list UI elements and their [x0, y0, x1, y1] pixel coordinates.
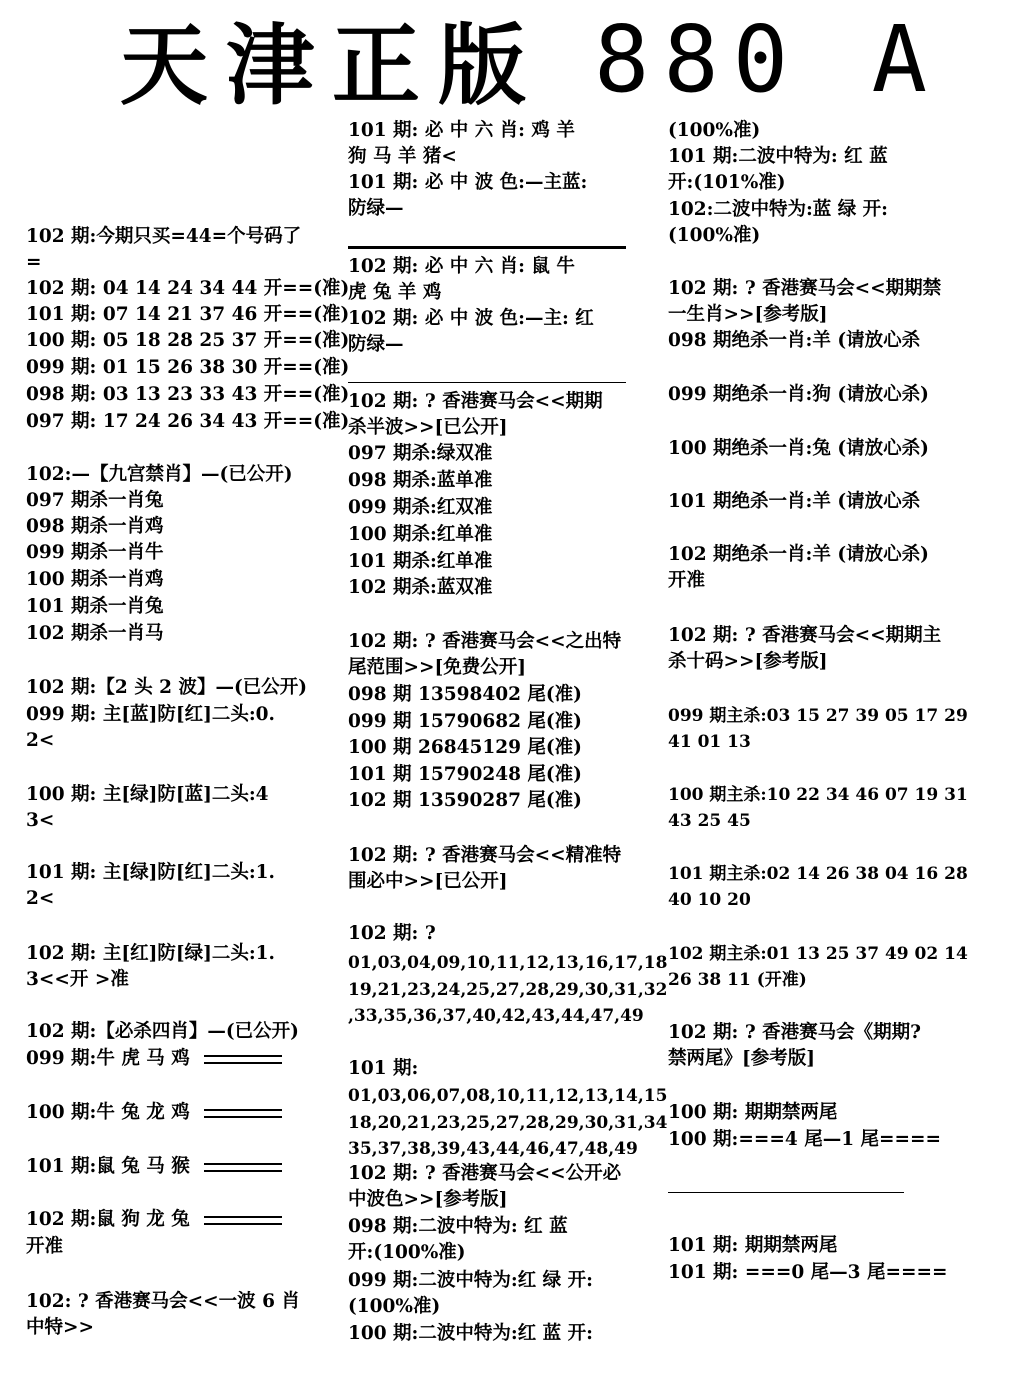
- list-item: 3<: [26, 810, 55, 831]
- list-item: 101 期: 主[绿]防[红]二头:1.: [26, 862, 275, 883]
- buy-line: =: [26, 252, 42, 273]
- number-row: 098 期: 03 13 23 33 43 开==(准): [26, 384, 350, 405]
- section-heading: 102 期: ? 香港赛马会<<期期禁: [668, 278, 942, 299]
- number-row: 100 期: 05 18 28 25 37 开==(准): [26, 330, 350, 351]
- list-item: 26 38 11 (开准): [668, 970, 807, 990]
- list-item: 开准: [26, 1236, 64, 1257]
- section-heading: 102 期:【必杀四肖】—(已公开): [26, 1021, 299, 1042]
- title-edition: 880 A: [594, 5, 941, 113]
- list-item-text: 101 期:鼠 兔 马 猴: [26, 1156, 190, 1177]
- double-rule: [204, 1216, 282, 1225]
- list-item: 101 期: 必 中 六 肖: 鸡 羊: [348, 120, 575, 141]
- list-item: 开:(101%准): [668, 172, 786, 193]
- number-row: 097 期: 17 24 26 34 43 开==(准): [26, 411, 350, 432]
- list-item: 101 期杀:红单准: [348, 551, 493, 572]
- list-item: 102 期杀一肖马: [26, 623, 164, 644]
- title-text: 天津正版: [120, 14, 545, 117]
- list-item: 102 期主杀:01 13 25 37 49 02 14: [668, 944, 968, 964]
- number-list-row: ,33,35,36,37,40,42,43,44,47,49: [348, 1006, 644, 1026]
- list-item: 099 期: 主[蓝]防[红]二头:0.: [26, 704, 275, 725]
- list-item: 102 期: 必 中 六 肖: 鼠 牛: [348, 256, 575, 277]
- list-item: 098 期杀:蓝单准: [348, 470, 493, 491]
- list-item-text: 100 期:牛 兔 龙 鸡: [26, 1102, 190, 1123]
- list-item: 100 期: 期期禁两尾: [668, 1102, 838, 1123]
- list-item: 099 期杀一肖牛: [26, 542, 164, 563]
- list-item: 2<: [26, 888, 55, 909]
- section-heading: 尾范围>>[免费公开]: [348, 657, 527, 678]
- section-heading: 中波色>>[参考版]: [348, 1189, 508, 1210]
- list-item: 098 期绝杀一肖:羊 (请放心杀: [668, 330, 921, 351]
- list-item: 098 期 13598402 尾(准): [348, 684, 582, 705]
- list-item: 100 期杀:红单准: [348, 524, 493, 545]
- number-list-row: 01,03,04,09,10,11,12,13,16,17,18: [348, 953, 668, 973]
- list-item: 100 期:二波中特为:红 蓝 开:: [348, 1323, 593, 1344]
- divider: [348, 382, 626, 383]
- section-heading: 一生肖>>[参考版]: [668, 304, 828, 325]
- list-item: 102 期杀:蓝双准: [348, 577, 493, 598]
- section-heading: 禁两尾》[参考版]: [668, 1048, 816, 1069]
- list-item: 102 期绝杀一肖:羊 (请放心杀): [668, 544, 929, 565]
- list-item: 098 期杀一肖鸡: [26, 516, 164, 537]
- number-row: 102 期: 04 14 24 34 44 开==(准): [26, 278, 350, 299]
- list-item: 102 期: 必 中 波 色:—主: 红: [348, 308, 594, 329]
- middle-column: [348, 0, 668, 1388]
- list-item: 099 期杀:红双准: [348, 497, 493, 518]
- list-item: 101 期: 必 中 波 色:—主蓝:: [348, 172, 588, 193]
- number-row: 099 期: 01 15 26 38 30 开==(准): [26, 357, 350, 378]
- list-item: 狗 马 羊 猪<: [348, 146, 457, 167]
- double-rule: [204, 1055, 282, 1064]
- list-item: 防绿—: [348, 198, 404, 219]
- list-item: 100 期: 主[绿]防[蓝]二头:4: [26, 784, 269, 805]
- list-item: 102 期: 主[红]防[绿]二头:1.: [26, 943, 275, 964]
- section-heading: 102 期: ? 香港赛马会<<期期主: [668, 625, 942, 646]
- section-heading: 围必中>>[已公开]: [348, 871, 508, 892]
- list-item: 101 期: 期期禁两尾: [668, 1235, 838, 1256]
- section-heading: 102: ? 香港赛马会<<一波 6 肖: [26, 1291, 300, 1312]
- list-item: 100 期绝杀一肖:兔 (请放心杀): [668, 438, 929, 459]
- list-item: [26, 1207, 282, 1233]
- list-item: 099 期:二波中特为:红 绿 开:: [348, 1270, 593, 1291]
- double-rule: [204, 1109, 282, 1118]
- list-item-text: 102 期:鼠 狗 龙 兔: [26, 1209, 190, 1230]
- list-item: 098 期:二波中特为: 红 蓝: [348, 1216, 568, 1237]
- divider: [348, 246, 626, 249]
- list-item: 101 期主杀:02 14 26 38 04 16 28: [668, 864, 968, 884]
- list-item: 100 期:===4 尾—1 尾====: [668, 1129, 942, 1150]
- section-heading: 102 期: ? 香港赛马会<<精准特: [348, 845, 622, 866]
- list-item: [26, 1154, 282, 1180]
- section-heading: 杀半波>>[已公开]: [348, 417, 508, 438]
- list-item: 099 期绝杀一肖:狗 (请放心杀): [668, 384, 929, 405]
- number-row: 101 期: 07 14 21 37 46 开==(准): [26, 304, 350, 325]
- buy-line: 102 期:今期只买=44=个号码了: [26, 226, 302, 247]
- list-item: 099 期主杀:03 15 27 39 05 17 29: [668, 706, 968, 726]
- number-list-row: 18,20,21,23,25,27,28,29,30,31,34: [348, 1113, 668, 1133]
- list-item: 43 25 45: [668, 811, 751, 831]
- number-list-row: 19,21,23,24,25,27,28,29,30,31,32: [348, 980, 668, 1000]
- list-item: 100 期杀一肖鸡: [26, 569, 164, 590]
- section-heading: 杀十码>>[参考版]: [668, 651, 828, 672]
- list-heading: 102 期: ?: [348, 923, 436, 944]
- list-item: 100 期主杀:10 22 34 46 07 19 31: [668, 785, 968, 805]
- section-heading: 102 期: ? 香港赛马会<<期期: [348, 391, 603, 412]
- section-heading: 102 期:【2 头 2 波】—(已公开): [26, 677, 307, 698]
- list-heading: 101 期:: [348, 1058, 419, 1079]
- list-item: 097 期杀一肖兔: [26, 490, 164, 511]
- list-item: 101 期杀一肖兔: [26, 596, 164, 617]
- list-item: 防绿—: [348, 334, 404, 355]
- number-list-row: 35,37,38,39,43,44,46,47,48,49: [348, 1139, 638, 1159]
- list-item: 中特>>: [26, 1317, 95, 1338]
- list-item: 40 10 20: [668, 890, 751, 910]
- section-heading: 102 期: ? 香港赛马会《期期?: [668, 1022, 921, 1043]
- right-column: [668, 0, 968, 1388]
- list-item-text: 099 期:牛 虎 马 鸡: [26, 1048, 190, 1069]
- list-item: 101 期 15790248 尾(准): [348, 764, 582, 785]
- list-item: 开准: [668, 570, 706, 591]
- list-item: 41 01 13: [668, 732, 751, 752]
- list-item: (100%准): [668, 120, 761, 141]
- list-item: 102:二波中特为:蓝 绿 开:: [668, 199, 888, 220]
- list-item: 101 期:二波中特为: 红 蓝: [668, 146, 888, 167]
- list-item: 2<: [26, 730, 55, 751]
- list-item: 102 期 13590287 尾(准): [348, 790, 582, 811]
- list-item: 虎 兔 羊 鸡: [348, 282, 442, 303]
- list-item: [26, 1100, 282, 1126]
- list-item: (100%准): [668, 225, 761, 246]
- list-item: (100%准): [348, 1296, 441, 1317]
- list-item: 101 期绝杀一肖:羊 (请放心杀: [668, 491, 921, 512]
- list-item: [26, 1046, 282, 1072]
- list-item: 3<<开 >准: [26, 969, 129, 990]
- list-item: 097 期杀:绿双准: [348, 443, 493, 464]
- divider: [668, 1192, 904, 1193]
- list-item: 开:(100%准): [348, 1242, 466, 1263]
- section-heading: 102 期: ? 香港赛马会<<公开必: [348, 1163, 622, 1184]
- list-item: 100 期 26845129 尾(准): [348, 737, 582, 758]
- section-heading: 102:—【九宫禁肖】—(已公开): [26, 464, 293, 485]
- list-item: 101 期: ===0 尾—3 尾====: [668, 1262, 948, 1283]
- double-rule: [204, 1163, 282, 1172]
- list-item: 099 期 15790682 尾(准): [348, 711, 582, 732]
- number-list-row: 01,03,06,07,08,10,11,12,13,14,15: [348, 1086, 668, 1106]
- section-heading: 102 期: ? 香港赛马会<<之出特: [348, 631, 622, 652]
